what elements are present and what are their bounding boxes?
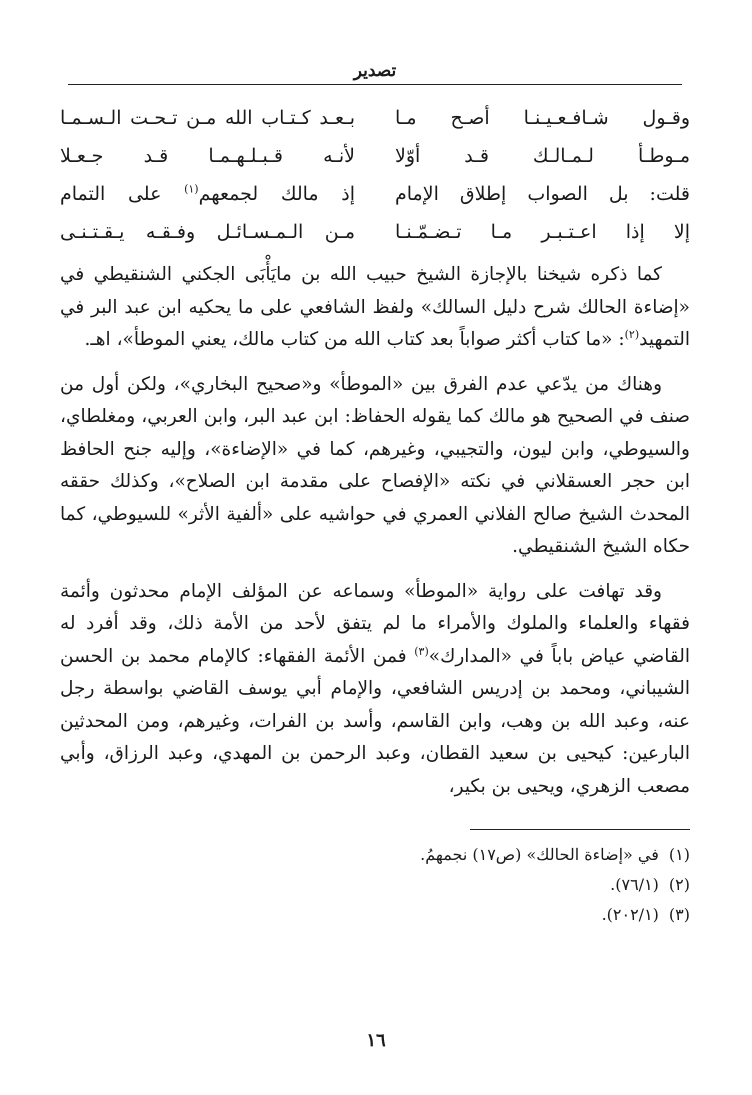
verse-2-first-hemistich: مـوطـأ لـمـالـك قـد أوّلا <box>395 145 690 167</box>
paragraph-1-text-a: كما ذكره شيخنا بالإجازة الشيخ حبيب الله بن مايَأْبَى الجكني الشنقيطي في «إضاءة الحالك شرح دليل السالك» ولفظ الشافعي على ما يحكيه ابن عبد البر في التمهيد <box>60 264 690 350</box>
page-number: ١٦ <box>366 1030 386 1051</box>
paragraph-2: وهناك من يدّعي عدم الفرق بين «الموطأ» و«صحيح البخاري»، ولكن أول من صنف في الصحيح هو مالك كما يقوله الحفاظ: ابن عبد البر، وابن العربي، ومغلطاي، والسيوطي، وابن ليون، والتجيبي، وغيرهم، كما في «الإضاءة»، وإليه جنح الحافظ ابن حجر العسقلاني في نكته «الإفصاح على مقدمة ابن الصلاح»، وكذلك حققه المحدث الشيخ صالح الفلاني العمري في حواشيه على «ألفية الأثر» للسيوطي، كما حكاه الشيخ الشنقيطي. <box>60 373 690 557</box>
footnote-2 <box>60 870 690 900</box>
verse-2-second-hemistich: لأنـه قـبـلـهـمـا قـد جـعـلا <box>60 145 355 167</box>
verse-3-second-hemistich <box>60 175 355 213</box>
footnote-separator <box>470 829 690 830</box>
footnote-number: (١) <box>668 845 690 864</box>
footnote-text: (٧٦/١). <box>610 875 659 894</box>
footnotes <box>60 840 690 930</box>
paragraph-3 <box>60 576 690 804</box>
header-rule <box>68 84 682 85</box>
footnote-mark-2: (٢) <box>624 327 640 341</box>
verse-1-second-hemistich: بـعـد كـتـاب الله مـن تـحـت الـسـمـا <box>60 107 355 129</box>
verse-3-text-a: إذ مالك لجمعهم <box>198 183 355 205</box>
footnote-mark-1: (١) <box>184 182 199 196</box>
footnote-number: (٣) <box>668 905 690 924</box>
page-header-title: تصدير <box>353 61 397 81</box>
footnote-text: (٢٠٢/١). <box>601 905 659 924</box>
book-page <box>60 58 690 1068</box>
paragraph-1 <box>60 259 690 357</box>
footnote-text: في «إضاءة الحالك» (ص١٧) نجمهمُ. <box>420 845 659 864</box>
poem-verses <box>60 99 690 251</box>
paragraph-1-text-b: : «ما كتاب أكثر صواباً بعد كتاب الله من كتاب مالك، يعني الموطأ»، اهـ. <box>84 329 625 350</box>
verse-3-text-b: على التمام <box>60 183 185 205</box>
verse-1-first-hemistich: وقـول شـافـعـيـنـا أصـح مـا <box>395 107 690 129</box>
paragraph-3-text-a: وقد تهافت على رواية «الموطأ» وسماعه عن المؤلف الإمام محدثون وأئمة فقهاء والعلماء والملوك والأمراء ما لم يتفق لأحد من الأمة ذلك، وقد أفرد له القاضي عياض باباً في «المدارك» <box>60 580 690 667</box>
footnote-3 <box>60 900 690 930</box>
footnote-number: (٢) <box>668 875 690 894</box>
verse-4-first-hemistich: إلا إذا اعـتـبـر مـا تـضـمّـنـا <box>395 221 690 243</box>
verse-4-second-hemistich: مـن الـمـسـائـل وفـقـه يـقـتـنـى <box>60 221 355 243</box>
footnote-1 <box>60 840 690 870</box>
footnote-mark-3: (٣) <box>414 644 429 658</box>
paragraph-3-text-b: فمن الأئمة الفقهاء: كالإمام محمد بن الحسن الشيباني، ومحمد بن إدريس الشافعي، والإمام أبي يوسف القاضي بواسطة رجل عنه، وعبد الله بن وهب، وابن القاسم، وأسد بن الفرات، وغيرهم، ومن المحدثين البارعين: كيحيى بن سعيد القطان، وعبد الرحمن بن المهدي، وعبد الرزاق، وأبي مصعب الزهري، ويحيى بن بكير، <box>60 645 690 797</box>
verse-3-first-hemistich: قلت: بل الصواب إطلاق الإمام <box>395 183 690 205</box>
